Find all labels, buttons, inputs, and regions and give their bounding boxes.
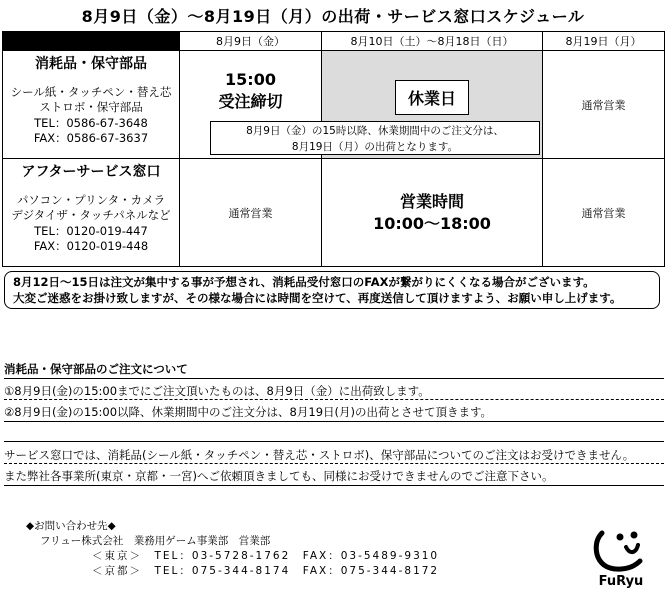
category-detail: デジタイザ・タッチパネルなど — [11, 208, 171, 222]
deadline-time: 15:00 — [225, 69, 276, 89]
order-item: ①8月9日(金)の15:00までにご注文頂いたものは、8月9日（金）に出荷致します。 — [4, 384, 430, 398]
category-fax: FAX：0586-67-3637 — [33, 131, 149, 145]
furyu-logo-mark-icon — [590, 527, 652, 575]
category-service — [3, 159, 180, 267]
divider — [4, 485, 664, 486]
deadline-label: 受注締切 — [218, 91, 283, 111]
table-header-row — [3, 32, 665, 51]
notice-line: 8月9日（金）の15時以降、休業期間中のご注文分は、 — [246, 125, 504, 137]
divider — [4, 463, 664, 464]
order-section-heading: 消耗品・保守部品のご注文について — [4, 362, 188, 376]
divider — [4, 441, 664, 442]
holiday-order-notice — [210, 121, 540, 155]
divider — [4, 399, 664, 400]
hours-value: 10:00～18:00 — [373, 213, 491, 233]
header-day3: 8月19日（月） — [543, 32, 665, 51]
category-title: 消耗品・保守部品 — [35, 56, 147, 72]
service-note: また弊社各事業所(東京・京都・一宮)へご依頼頂きましても、同様にお受けできませんのでご注意下さい。 — [4, 469, 554, 483]
warning-line: 大変ご迷惑をお掛け致しますが、その様な場合には時間を空けて、再度送信して頂けますよう、お願い申し上げます。 — [13, 291, 622, 305]
cell-normal-business: 通常営業 — [543, 51, 665, 159]
cell-business-hours — [322, 159, 543, 267]
category-title: アフターサービス窓口 — [21, 164, 161, 180]
warning-line: 8月12日～15日は注文が集中する事が予想され、消耗品受付窓口のFAXが繋がりにくくなる場合がございます。 — [13, 275, 595, 289]
header-day1: 8月9日（金） — [180, 32, 322, 51]
contact-info — [26, 519, 439, 579]
category-fax: FAX：0120-019-448 — [33, 239, 149, 253]
category-tel: TEL：0120-019-447 — [34, 223, 148, 238]
category-detail: パソコン・プリンタ・カメラ — [16, 192, 166, 207]
divider — [4, 421, 664, 422]
hours-label: 営業時間 — [399, 191, 464, 211]
cell-normal-business: 通常営業 — [543, 159, 665, 267]
category-detail: シール紙・タッチペン・替え芯 — [10, 84, 172, 99]
order-item: ②8月9日(金)の15:00以降、休業期間中のご注文分は、8月19日(月)の出荷とさせて頂きます。 — [4, 405, 493, 419]
holiday-badge: 休業日 — [395, 80, 469, 115]
table-corner-cell — [3, 32, 180, 51]
contact-company: フリュー株式会社 業務用ゲーム事業部 営業部 — [40, 535, 271, 547]
fax-warning-box — [4, 271, 660, 309]
logo-text: FuRyu — [598, 574, 644, 589]
category-consumables — [3, 51, 180, 159]
contact-heading: ◆お問い合わせ先◆ — [26, 520, 116, 532]
contact-kyoto: ＜京都＞ TEL：075-344-8174 FAX：075-344-8172 — [92, 565, 440, 577]
table-row-service — [3, 159, 665, 267]
category-tel: TEL：0586-67-3648 — [34, 115, 148, 130]
contact-tokyo: ＜東京＞ TEL：03-5728-1762 FAX：03-5489-9310 — [92, 550, 440, 562]
divider — [4, 378, 664, 379]
category-detail: ストロボ・保守部品 — [39, 100, 143, 114]
service-note: サービス窓口では、消耗品(シール紙・タッチペン・替え芯・ストロボ)、保守部品についてのご注文はお受けできません。 — [4, 448, 635, 462]
notice-line: 8月19日（月）の出荷となります。 — [291, 141, 459, 153]
furyu-logo — [590, 527, 652, 593]
page-title: 8月9日（金）～8月19日（月）の出荷・サービス窓口スケジュール — [81, 7, 585, 26]
cell-normal-business: 通常営業 — [180, 159, 322, 267]
header-holiday-period: 8月10日（土）～8月18日（日） — [322, 32, 543, 51]
